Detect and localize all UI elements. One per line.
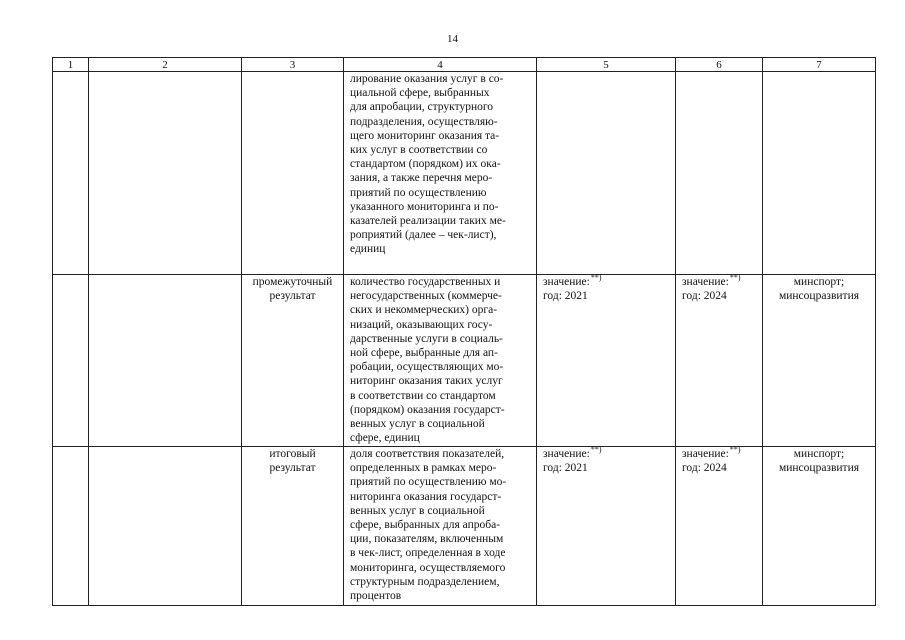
text-line: ниторинг оказания таких услуг [350, 375, 503, 388]
value-label: значение: [682, 448, 729, 460]
text-line: лирование оказания услуг в со- [350, 73, 504, 85]
text-line: промежуточный [252, 276, 333, 288]
cell-base-value [537, 72, 676, 275]
indicators-table [52, 57, 876, 606]
text-line: единиц [350, 243, 386, 256]
table-row [53, 447, 876, 606]
text-line: приятий по осуществлению [350, 186, 487, 199]
footnote-mark: **) [729, 273, 741, 283]
cell-number [53, 275, 89, 447]
cell-target-value [676, 275, 763, 447]
column-number: 3 [242, 58, 344, 72]
year-label: год: 2021 [543, 462, 588, 475]
column-number: 1 [53, 58, 89, 72]
text-line: результат [269, 462, 316, 475]
text-line: негосударственных (коммерче- [350, 290, 502, 303]
text-line: процентов [350, 590, 402, 603]
text-line: минспорт; [793, 276, 845, 288]
column-number: 5 [537, 58, 676, 72]
cell-target-value [676, 447, 763, 606]
text-line: дарственные услуги в социаль- [350, 332, 503, 345]
cell-target-value [676, 72, 763, 275]
text-line: низаций, оказывающих госу- [350, 318, 493, 331]
text-line: результат [269, 290, 316, 303]
text-line: робации, осуществляющих мо- [350, 361, 504, 374]
text-line: приятий по осуществлению мо- [350, 476, 507, 489]
table-row [53, 72, 876, 275]
text-line: подразделения, осуществляю- [350, 115, 498, 128]
table-row [53, 275, 876, 447]
cell-responsible [763, 275, 876, 447]
footnote-mark: **) [590, 445, 602, 455]
text-line: сфере, выбранных для апроба- [350, 519, 501, 532]
cell-number [53, 447, 89, 606]
cell-result-type [242, 72, 344, 275]
cell-number [53, 72, 89, 275]
year-label: год: 2024 [682, 290, 727, 303]
cell-indicator [344, 72, 537, 275]
text-line: в соответствии со стандартом [350, 389, 496, 402]
year-label: год: 2021 [543, 290, 588, 303]
text-line: роприятий (далее – чек-лист), [350, 229, 497, 242]
text-line: ной сфере, выбранные для ап- [350, 347, 498, 360]
cell-responsible [763, 447, 876, 606]
text-line: (порядком) оказания государст- [350, 403, 505, 416]
cell-base-value [537, 275, 676, 447]
cell-indicator [344, 275, 537, 447]
text-line: в чек-лист, определенная в ходе [350, 547, 506, 560]
text-line: казателей реализации таких ме- [350, 215, 506, 228]
text-line: циальной сфере, выбранных [350, 87, 490, 100]
column-number: 6 [676, 58, 763, 72]
footnote-mark: **) [590, 273, 602, 283]
text-line: структурным подразделением, [350, 575, 500, 588]
footnote-mark: **) [729, 445, 741, 455]
text-line: количество государственных и [350, 276, 501, 288]
text-line: стандартом (порядком) их ока- [350, 158, 501, 171]
text-line: минспорт; [793, 448, 845, 460]
text-line: ских и некоммерческих) орга- [350, 304, 498, 317]
text-line: мониторинга, осуществляемого [350, 561, 506, 574]
column-number: 4 [344, 58, 537, 72]
text-line: щего мониторинг оказания та- [350, 129, 500, 142]
text-line: минсоцразвития [778, 290, 860, 303]
year-label: год: 2024 [682, 462, 727, 475]
page-number: 14 [447, 33, 458, 45]
cell-task [89, 447, 242, 606]
text-line: для апробации, структурного [350, 101, 494, 114]
cell-task [89, 275, 242, 447]
text-line: сфере, единиц [350, 432, 420, 445]
text-line: ции, показателям, включенным [350, 533, 504, 546]
column-numbers-row [53, 58, 876, 72]
text-line: зания, а также перечня меро- [350, 172, 493, 185]
text-line: определенных в рамках меро- [350, 462, 497, 475]
cell-base-value [537, 447, 676, 606]
value-label: значение: [682, 276, 729, 288]
cell-task [89, 72, 242, 275]
text-line: указанного мониторинга и по- [350, 200, 499, 213]
text-line: венных услуг в социальной [350, 418, 485, 431]
cell-result-type [242, 447, 344, 606]
column-number: 2 [89, 58, 242, 72]
value-label: значение: [543, 448, 590, 460]
value-label: значение: [543, 276, 590, 288]
text-line: ниторинга оказания государст- [350, 490, 502, 503]
text-line: ких услуг в соответствии со [350, 144, 488, 157]
cell-responsible [763, 72, 876, 275]
cell-result-type [242, 275, 344, 447]
text-line: венных услуг в социальной [350, 504, 485, 517]
cell-indicator [344, 447, 537, 606]
column-number: 7 [763, 58, 876, 72]
text-line: доля соответствия показателей, [350, 448, 505, 460]
text-line: итоговый [269, 448, 316, 460]
text-line: минсоцразвития [778, 462, 860, 475]
